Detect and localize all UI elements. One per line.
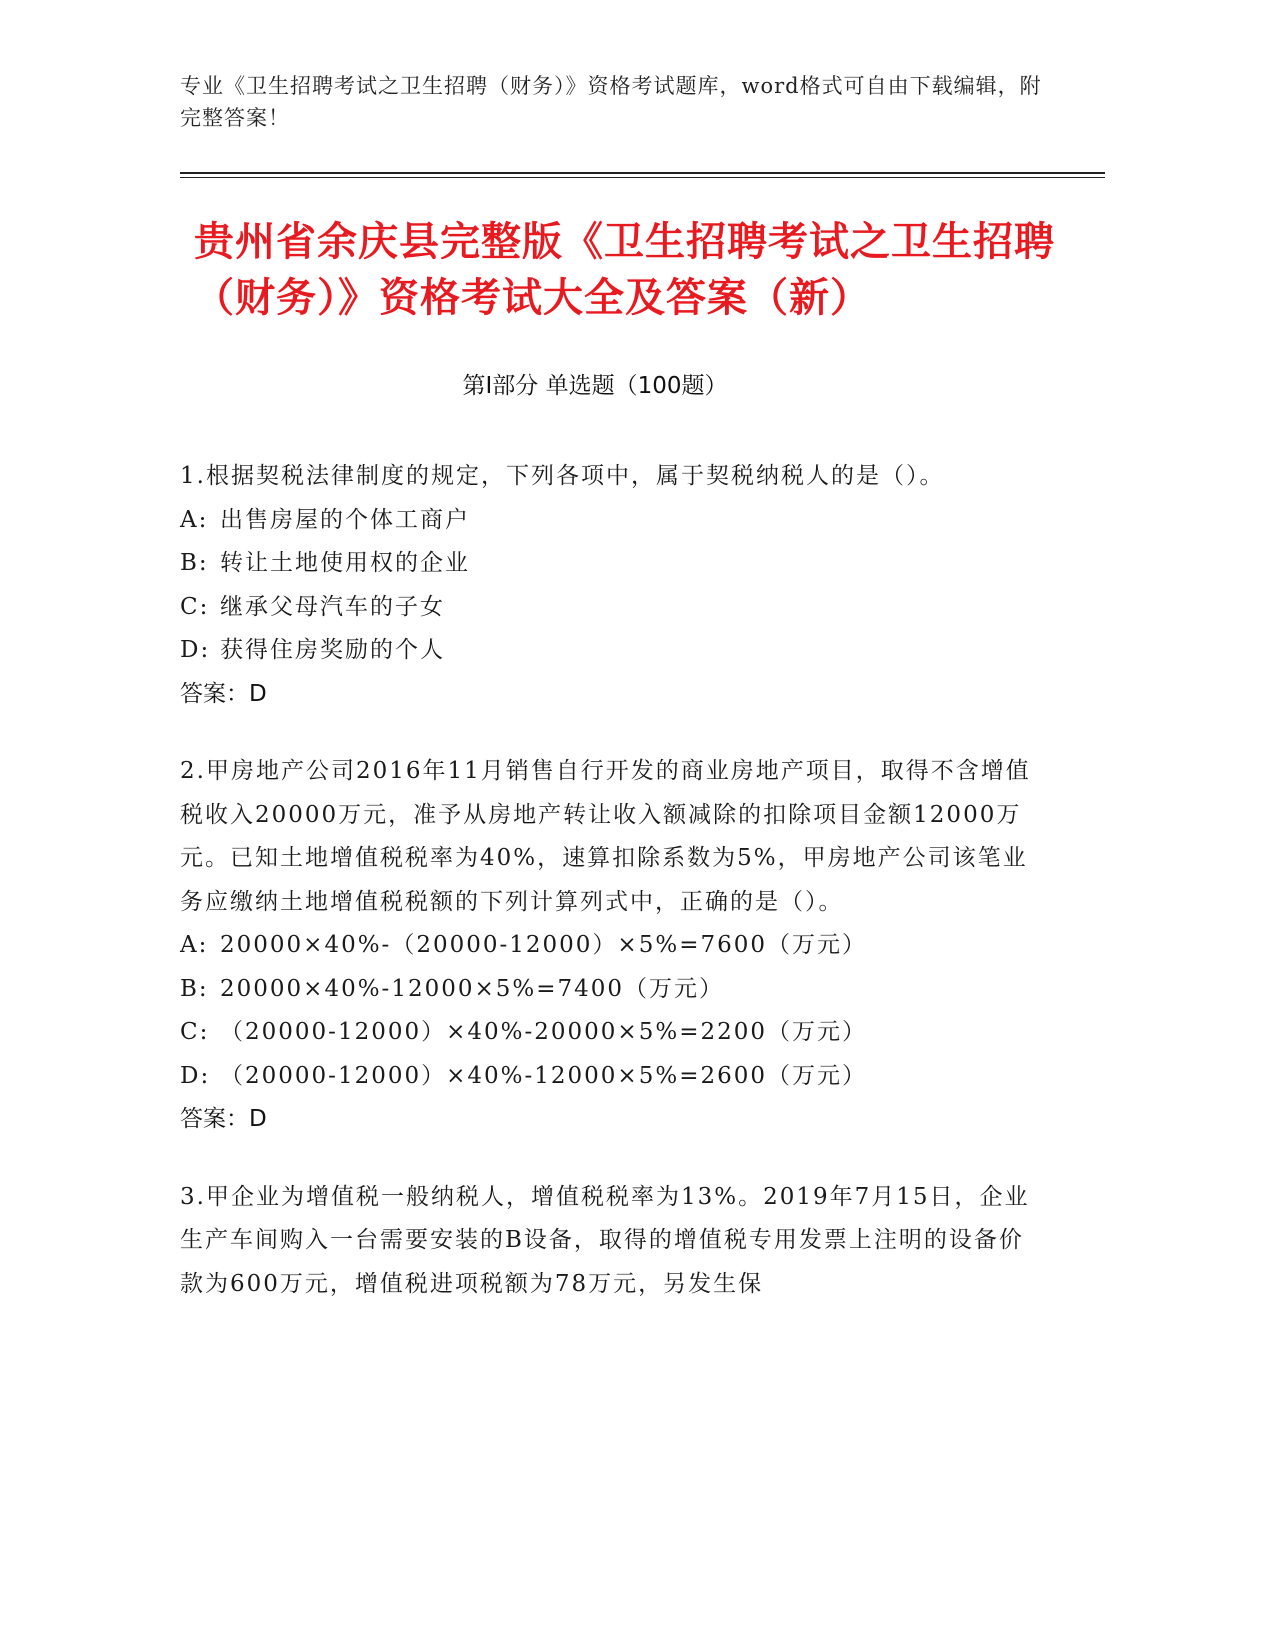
option-d [180, 629, 1040, 673]
option-d [180, 1055, 1040, 1099]
question-stem: 1.根据契税法律制度的规定，下列各项中，属于契税纳税人的是（）。 [180, 463, 945, 489]
question-stem: 3.甲企业为增值税一般纳税人，增值税税率为13%。2019年7月15日，企业生产车间购入一台需要安装的B设备，取得的增值税专用发票上注明的设备价款为600万元，增值税进项税额为78万元，另发生保 [180, 1183, 1030, 1297]
question-stem: 2.甲房地产公司2016年11月销售自行开发的商业房地产项目，取得不含增值税收入20000万元，准予从房地产转让收入额减除的扣除项目金额12000万元。已知土地增值税税率为40%，速算扣除系数为5%，甲房地产公司该笔业务应缴纳土地增值税税额的下列计算列式中，正确的是（）。 [180, 758, 1031, 915]
option-text: 出售房屋的个体工商户 [220, 506, 470, 533]
option-c [180, 586, 1040, 630]
option-text: 20000×40%-12000×5%=7400（万元） [220, 975, 725, 1002]
option-key: C: [180, 1019, 210, 1045]
option-a [180, 924, 1040, 968]
option-key: D: [180, 637, 211, 663]
header-divider-thick [180, 172, 1105, 174]
option-text: （20000-12000）×40%-12000×5%=2600（万元） [220, 1062, 867, 1089]
option-text: 转让土地使用权的企业 [220, 550, 470, 576]
question-1 [180, 455, 1040, 716]
option-b [180, 542, 1040, 586]
option-text: 20000×40%-（20000-12000）×5%=7600（万元） [220, 932, 867, 958]
option-key: A: [180, 932, 209, 958]
document-page [180, 0, 1115, 1650]
document-title: 贵州省余庆县完整版《卫生招聘考试之卫生招聘（财务）》资格考试大全及答案（新） [194, 219, 1055, 321]
option-key: B: [180, 550, 209, 576]
section-title: 第Ⅰ部分 单选题（100题） [462, 373, 728, 399]
option-a [180, 499, 1040, 543]
header-note: 专业《卫生招聘考试之卫生招聘（财务）》资格考试题库，word格式可自由下载编辑，附完整答案！ [180, 74, 1042, 130]
option-text: （20000-12000）×40%-20000×5%=2200（万元） [220, 1019, 867, 1045]
option-c [180, 1011, 1040, 1055]
answer-line: 答案：D [180, 1106, 267, 1132]
option-key: B: [180, 975, 209, 1002]
option-text: 继承父母汽车的子女 [220, 593, 445, 620]
answer-line: 答案：D [180, 680, 267, 707]
option-key: D: [180, 1062, 211, 1089]
option-key: C: [180, 593, 210, 620]
option-b [180, 968, 1040, 1012]
question-2 [180, 750, 1040, 1142]
option-key: A: [180, 506, 209, 533]
header-divider-thin [180, 177, 1105, 178]
question-list [180, 455, 1040, 1340]
question-3 [180, 1176, 1040, 1307]
option-text: 获得住房奖励的个人 [220, 637, 445, 663]
